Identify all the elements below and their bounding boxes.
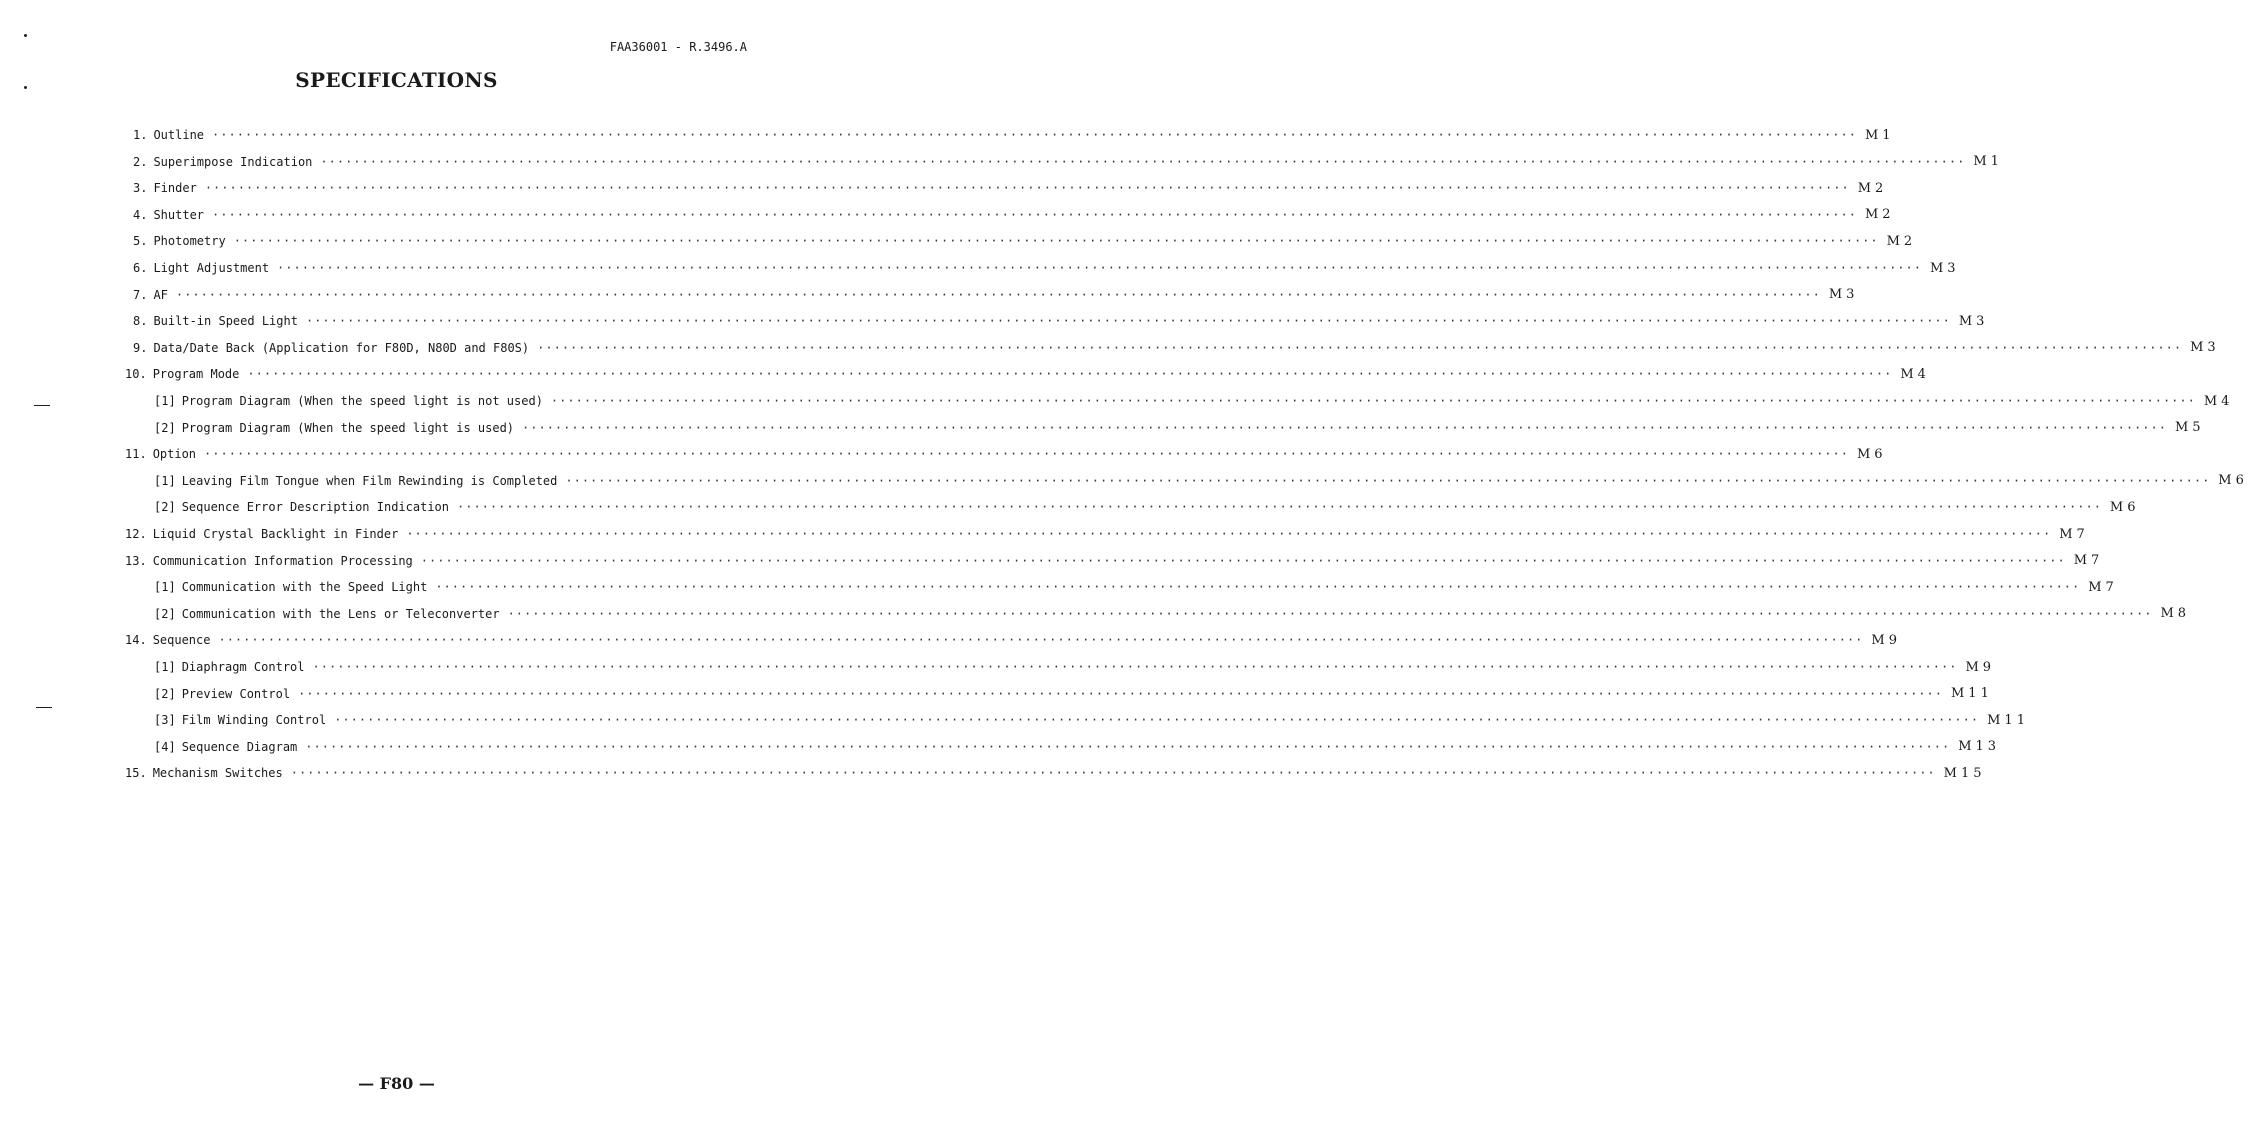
margin-dot: [24, 86, 27, 89]
toc-entry-number: 15.: [125, 766, 147, 781]
toc-entry-label: Sequence Error Description Indication: [181, 500, 449, 515]
toc-entry-label: Built-in Speed Light: [153, 314, 298, 329]
dot-leader: ········································································································································································································: [212, 128, 1857, 142]
dot-leader: ········································································································································································································: [212, 207, 1857, 222]
toc-entry-label: Shutter: [153, 207, 205, 222]
toc-entry-page: M15: [1943, 765, 1986, 781]
toc-entry: [154, 415, 2205, 441]
toc-entry-label: Sequence: [152, 633, 211, 648]
toc-entry: [154, 574, 2118, 600]
toc-entry-number: 11.: [125, 447, 147, 462]
toc-entry-page: M13: [1958, 739, 2001, 755]
toc-entry-number: [2]: [154, 420, 176, 435]
toc-entry-number: [1]: [154, 473, 176, 488]
toc-entry: [133, 228, 1917, 254]
toc-entry-label: Finder: [153, 181, 197, 196]
dot-leader: ········································································································································································································: [406, 527, 2052, 541]
toc-entry: [125, 548, 2104, 574]
toc-entry-page: M4: [2203, 393, 2234, 409]
toc-entry-label: Film Winding Control: [181, 713, 327, 728]
toc-entry-number: 8.: [133, 314, 148, 329]
toc-entry-number: 10.: [125, 367, 147, 382]
toc-entry: [154, 707, 2029, 733]
toc-entry-page: M3: [1929, 260, 1960, 276]
toc-entry-label: AF: [153, 287, 168, 302]
dot-leader: ········································································································································································································: [507, 606, 2153, 621]
toc-entry-label: Program Diagram (When the speed light is used): [181, 420, 515, 435]
dot-leader: ········································································································································································································: [305, 314, 1951, 329]
toc-entry-page: M7: [2073, 553, 2104, 569]
toc-entry-page: M9: [1871, 632, 1901, 648]
toc-entry-page: M3: [1958, 313, 1989, 329]
toc-entry-page: M3: [2190, 340, 2220, 356]
toc-entry-page: M8: [2160, 606, 2191, 622]
toc-entry: [133, 122, 1895, 148]
toc-entry-page: M5: [2174, 420, 2205, 436]
page-footer: — F80 —: [358, 1074, 435, 1093]
dot-leader: ········································································································································································································: [435, 580, 2081, 595]
dot-leader: ········································································································································································································: [218, 633, 1864, 648]
dot-leader: ········································································································································································································: [420, 553, 2066, 568]
toc-entry-label: Liquid Crystal Backlight in Finder: [152, 527, 399, 541]
toc-entry-number: 4.: [133, 207, 148, 222]
toc-entry-number: [2]: [154, 686, 176, 701]
dot-leader: ········································································································································································································: [277, 261, 1922, 275]
toc-entry: [133, 282, 1859, 308]
toc-entry: [125, 521, 2089, 547]
dot-leader: ········································································································································································································: [233, 234, 1879, 249]
dot-leader: ········································································································································································································: [290, 766, 1936, 781]
toc-entry-page: M1: [1864, 127, 1895, 143]
toc-entry-page: M6: [2218, 473, 2248, 489]
toc-entry: [125, 627, 1901, 653]
toc-entry-number: [2]: [154, 500, 176, 515]
dot-leader: ········································································································································································································: [204, 181, 1850, 196]
toc-entry-label: Sequence Diagram: [181, 739, 298, 754]
toc-entry: [154, 734, 2001, 760]
toc-entry-number: 13.: [125, 553, 147, 568]
toc-entry-label: Mechanism Switches: [152, 766, 283, 781]
dot-leader: ········································································································································································································: [247, 367, 1893, 382]
toc-entry-page: M6: [2109, 499, 2140, 515]
document-code: FAA36001 - R.3496.A: [609, 40, 747, 54]
toc-entry: [125, 760, 1986, 786]
toc-entry-number: 9.: [133, 340, 148, 355]
toc-entry-number: 1.: [133, 128, 148, 142]
toc-entry-number: 7.: [133, 287, 148, 302]
dot-leader: ········································································································································································································: [298, 686, 1943, 701]
toc-entry-page: M2: [1886, 233, 1917, 249]
toc-entry-label: Leaving Film Tongue when Film Rewinding is Completed: [181, 473, 558, 488]
dot-leader: ········································································································································································································: [522, 420, 2167, 435]
toc-entry-number: [1]: [154, 394, 176, 408]
toc-entry-page: M1: [1973, 154, 2003, 170]
toc-entry: [154, 388, 2234, 414]
toc-entry-page: M7: [2059, 526, 2089, 542]
dot-leader: ········································································································································································································: [537, 340, 2183, 355]
dot-leader: ········································································································································································································: [457, 500, 2102, 515]
toc-entry-number: 3.: [133, 181, 148, 196]
toc-entry-label: Option: [152, 447, 197, 462]
toc-entry-page: M7: [2088, 579, 2118, 595]
toc-entry-number: [4]: [154, 739, 176, 754]
margin-dot: [24, 34, 27, 37]
dot-leader: ········································································································································································································: [175, 287, 1821, 302]
dot-leader: ········································································································································································································: [565, 473, 2211, 488]
toc-entry-number: [1]: [154, 660, 176, 674]
toc-entry: [133, 255, 1960, 281]
toc-entry-label: Program Diagram (When the speed light is not used): [181, 394, 543, 408]
toc-entry-number: [1]: [154, 580, 176, 595]
toc-entry-number: 14.: [125, 633, 147, 648]
toc-entry: [154, 468, 2248, 494]
toc-entry-label: Photometry: [153, 234, 226, 249]
dot-leader: ········································································································································································································: [334, 713, 1980, 728]
dot-leader: ········································································································································································································: [305, 739, 1951, 754]
toc-entry-number: 6.: [133, 261, 148, 275]
toc-entry: [154, 601, 2191, 627]
dot-leader: ········································································································································································································: [312, 660, 1958, 674]
toc-entry-page: M2: [1857, 180, 1888, 196]
toc-entry: [125, 441, 1887, 467]
toc-entry-page: M11: [1950, 686, 1993, 702]
dot-leader: ········································································································································································································: [204, 447, 1849, 462]
toc-entry: [133, 308, 1989, 334]
toc-entry: [154, 494, 2140, 520]
toc-entry: [133, 175, 1888, 201]
toc-entry-number: [3]: [154, 713, 176, 728]
toc-entry-page: M9: [1965, 659, 1996, 675]
toc-entry: [125, 361, 1930, 387]
toc-entry-number: 2.: [133, 154, 148, 169]
margin-dash: [34, 405, 50, 406]
toc-entry: [133, 202, 1895, 228]
toc-entry-label: Superimpose Indication: [153, 154, 313, 169]
toc-entry: [133, 335, 2220, 361]
toc-entry-number: [2]: [154, 606, 176, 621]
toc-entry-label: Outline: [153, 128, 205, 142]
toc-entry-label: Preview Control: [181, 686, 291, 701]
toc-entry-page: M4: [1900, 366, 1930, 382]
toc-entry: [154, 654, 1996, 680]
toc-entry-page: M6: [1856, 446, 1887, 462]
dot-leader: ········································································································································································································: [550, 394, 2196, 408]
toc-entry-number: 5.: [133, 234, 148, 249]
toc-entry-label: Diaphragm Control: [181, 660, 305, 674]
toc-entry-label: Communication with the Speed Light: [181, 580, 428, 595]
toc-entry-number: 12.: [125, 527, 147, 541]
margin-dash: [36, 707, 52, 708]
toc-entry-page: M2: [1864, 207, 1895, 223]
toc-entry-label: Program Mode: [152, 367, 240, 382]
toc-entry-label: Communication Information Processing: [152, 553, 413, 568]
dot-leader: ········································································································································································································: [320, 154, 1966, 169]
page-title: SPECIFICATIONS: [295, 68, 498, 92]
toc-entry-label: Communication with the Lens or Teleconverter: [181, 606, 500, 621]
toc-entry: [154, 681, 1993, 707]
toc-entry-page: M3: [1828, 287, 1859, 303]
toc-entry-label: Light Adjustment: [153, 261, 270, 275]
toc-entry-page: M11: [1987, 712, 2029, 728]
toc-entry: [133, 149, 2003, 175]
toc-entry-label: Data/Date Back (Application for F80D, N80D and F80S): [153, 340, 530, 355]
